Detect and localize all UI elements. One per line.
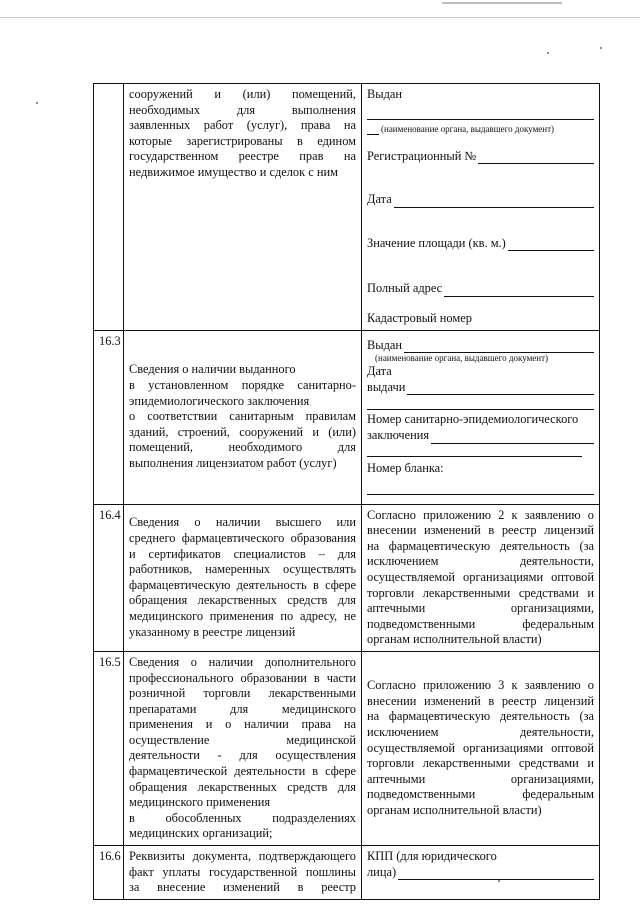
license-form-table: [93, 83, 600, 900]
table-row: [94, 651, 600, 845]
desc-line: необходимых для выполнения: [129, 102, 356, 117]
row-reference: [362, 651, 600, 845]
kpp-field[interactable]: [398, 867, 594, 880]
issued-label: Выдан: [367, 337, 403, 352]
issued-field[interactable]: [367, 107, 594, 120]
date-label: Дата: [367, 192, 392, 207]
ref-line: исключением деятельности,: [367, 725, 594, 740]
desc-line: медицинских организаций;: [129, 826, 273, 841]
issuer-caption-row: [367, 122, 594, 135]
ref-line: подведомственными федеральным: [367, 616, 594, 631]
ref-line: Согласно приложению 2 к заявлению о: [367, 507, 594, 522]
row-description: [124, 84, 362, 331]
ref-line: исключением деятельности,: [367, 554, 594, 569]
blank-label: Номер бланка:: [367, 460, 444, 475]
desc-line: о соответствии санитарным правилам: [129, 409, 356, 424]
desc-line: выполнения лицензиатом работ (услуг): [129, 456, 337, 471]
ref-line: осуществляемой организациями оптовой: [367, 569, 594, 584]
ref-line: аптечными организациями,: [367, 771, 594, 786]
desc-line: осуществление медицинской: [129, 732, 356, 747]
desc-line: медицинского применения: [129, 795, 271, 810]
kpp-row: [367, 865, 594, 881]
date-field[interactable]: [394, 195, 594, 208]
extra-line-field[interactable]: [367, 397, 594, 410]
row-reference: [362, 504, 600, 651]
date-row: [367, 192, 594, 208]
desc-line: зданий, строений, сооружений и (или): [129, 424, 356, 439]
date-issue-field[interactable]: [407, 382, 594, 395]
desc-line: обращения лекарственных средств для: [129, 593, 356, 608]
table-row: [94, 846, 600, 900]
desc-line: государственном реестре прав на: [129, 149, 356, 164]
ref-line: внесении изменений в реестр лицензий: [367, 523, 594, 538]
desc-line: в обособленных подразделениях: [129, 810, 356, 825]
row-number: [94, 84, 124, 331]
scan-speck: [36, 102, 38, 104]
ref-line: подведомственными федеральным: [367, 787, 594, 802]
row-number: 16.5: [94, 651, 124, 845]
desc-line: сооружений и (или) помещений,: [129, 87, 356, 101]
reg-number-field[interactable]: [478, 151, 594, 164]
address-label: Полный адрес: [367, 281, 443, 296]
blank-field[interactable]: [367, 482, 594, 495]
ref-line: осуществляемой организациями оптовой: [367, 740, 594, 755]
table-row: [94, 84, 600, 331]
issuer-caption: (наименование органа, выдавшего документ): [375, 353, 549, 364]
desc-line: среднего фармацевтического образования: [129, 530, 356, 545]
row-description: [124, 330, 362, 504]
conclusion-field[interactable]: [431, 431, 594, 444]
area-label: Значение площади (кв. м.): [367, 235, 506, 250]
ref-line: внесении изменений в реестр лицензий: [367, 693, 594, 708]
address-field[interactable]: [444, 284, 594, 297]
desc-line: указанному в реестре лицензий: [129, 624, 296, 639]
ref-line: аптечными организациями,: [367, 601, 594, 616]
row-description: [124, 504, 362, 651]
table-row: [94, 330, 600, 504]
row-fields: [362, 330, 600, 504]
kpp-label-2: лица): [367, 864, 397, 879]
desc-line: обращения лекарственных средств для: [129, 779, 356, 794]
ref-line: органам исполнительной власти): [367, 803, 542, 818]
desc-line: которые зарегистрированы в едином: [129, 133, 356, 148]
desc-line: препаратами для медицинского: [129, 701, 356, 716]
conclusion-label-2: заключения: [367, 427, 430, 442]
conclusion-label: Номер санитарно-эпидемиологического: [367, 412, 579, 427]
row-number: 16.4: [94, 504, 124, 651]
ref-line: торговли лекарственными средствами и: [367, 756, 594, 771]
row-fields: [362, 846, 600, 900]
row-description: [124, 846, 362, 900]
scan-artifact-top: [442, 2, 562, 4]
reg-number-row: [367, 149, 594, 165]
ref-line: торговли лекарственными средствами и: [367, 585, 594, 600]
scan-edge-line: [0, 17, 640, 18]
desc-line: заявленных работ (услуг), права на: [129, 118, 356, 133]
ref-line: на фармацевтическую деятельность (за: [367, 709, 594, 724]
conclusion-row: [367, 428, 594, 444]
issued-row: [367, 338, 594, 354]
desc-line: и сертификатов специалистов – для: [129, 546, 356, 561]
row-number: 16.6: [94, 846, 124, 900]
desc-line: Сведения о наличии дополнительного: [129, 654, 356, 669]
desc-line: помещений, необходимого для: [129, 440, 356, 455]
desc-line: профессионального образовании в части: [129, 670, 356, 685]
desc-line: применения и о наличии права на: [129, 717, 356, 732]
table-row: [94, 504, 600, 651]
desc-line: медицинского применения по адресу, не: [129, 608, 356, 623]
cadastral-label: Кадастровый номер: [367, 310, 472, 325]
date-issue-label: выдачи: [367, 379, 406, 394]
scan-speck: [600, 47, 602, 49]
area-row: [367, 236, 594, 252]
issuer-caption: (наименование органа, выдавшего документ): [381, 123, 555, 134]
desc-line: Сведения о наличии высшего или: [129, 515, 356, 530]
desc-line: в установленном порядке санитарно-: [129, 378, 356, 393]
row-number: 16.3: [94, 330, 124, 504]
area-field[interactable]: [508, 238, 594, 251]
desc-line: розничной торговли лекарственными: [129, 686, 356, 701]
ref-line: органам исполнительной власти): [367, 632, 542, 647]
ref-line: Согласно приложению 3 к заявлению о: [367, 678, 594, 693]
desc-line: фармацевтической деятельности в сфере: [129, 764, 356, 779]
ref-line: на фармацевтическую деятельность (за: [367, 538, 594, 553]
row-fields: [362, 84, 600, 331]
date-label: Дата: [367, 364, 392, 379]
desc-line: эпидемиологического заключения: [129, 393, 310, 408]
row-description: [124, 651, 362, 845]
conclusion-extra-field[interactable]: [367, 444, 582, 457]
desc-line: за внесение изменений в реестр: [129, 880, 356, 895]
desc-line: Реквизиты документа, подтверждающего: [129, 849, 356, 864]
reg-number-label: Регистрационный №: [367, 148, 477, 163]
desc-line: работников, намеренных осуществлять: [129, 562, 356, 577]
desc-line: факт уплаты государственной пошлины: [129, 864, 356, 879]
desc-line: недвижимое имущество и сделок с ним: [129, 164, 338, 179]
desc-line: фармацевтическую деятельность в сфере: [129, 577, 356, 592]
issued-label: Выдан: [367, 87, 403, 101]
address-row: [367, 281, 594, 297]
issuer-underline: [367, 122, 379, 135]
date-issue-row: [367, 380, 594, 396]
scan-speck: [547, 52, 549, 54]
kpp-label: КПП (для юридического: [367, 849, 497, 864]
desc-line: Сведения о наличии выданного: [129, 362, 296, 377]
desc-line: деятельности - для осуществления: [129, 748, 356, 763]
issued-field[interactable]: [404, 340, 594, 353]
